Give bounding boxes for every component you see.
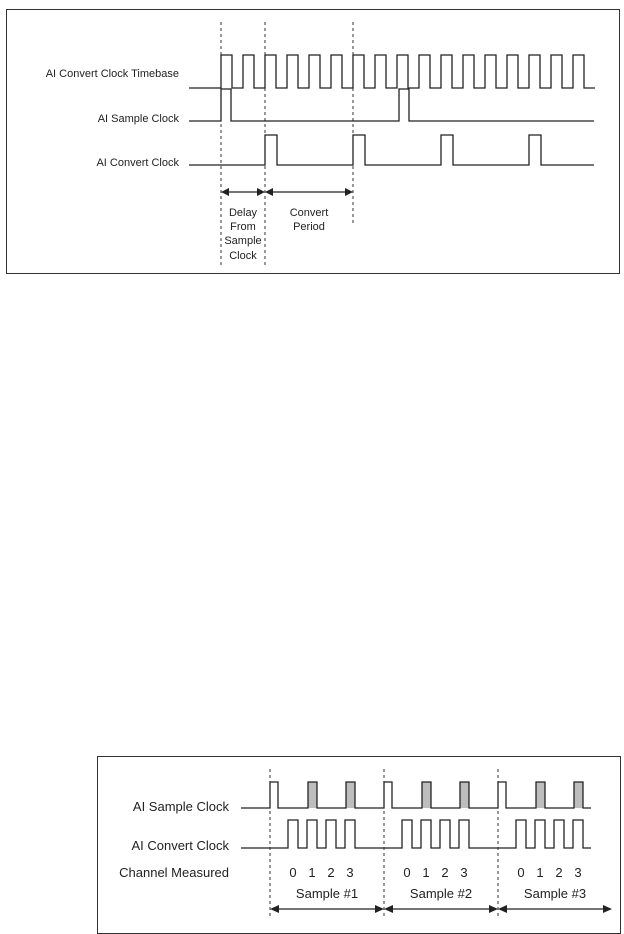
shaded-pulse-2-1 bbox=[422, 782, 431, 808]
sample-label-3: Sample #3 bbox=[523, 886, 587, 901]
channel-number-s1-0: 0 bbox=[289, 865, 297, 880]
timing-diagram-2-canvas bbox=[98, 757, 620, 933]
shaded-pulse-1-2 bbox=[346, 782, 355, 808]
sample-arrowhead-right-1 bbox=[375, 905, 384, 913]
channel-number-s3-2: 2 bbox=[555, 865, 563, 880]
sample-arrowhead-left-1 bbox=[270, 905, 279, 913]
annotation-delay-line-1: Delay bbox=[228, 207, 258, 219]
timing-diagram-channel-scan bbox=[97, 756, 621, 934]
timing-diagram-1-canvas bbox=[7, 10, 619, 273]
label-convert-clock-2: AI Convert Clock bbox=[131, 838, 229, 853]
channel-number-s1-3: 3 bbox=[346, 865, 354, 880]
channel-number-s2-2: 2 bbox=[441, 865, 449, 880]
annotation-delay-line-4: Clock bbox=[229, 250, 257, 262]
arrowhead-delay-left bbox=[221, 188, 229, 196]
label-convert-clock: AI Convert Clock bbox=[96, 157, 179, 169]
channel-number-s1-2: 2 bbox=[327, 865, 335, 880]
sample-arrowhead-right-2 bbox=[489, 905, 498, 913]
annotation-delay-line-3: Sample bbox=[224, 235, 262, 247]
waveform-convert-clock-2 bbox=[241, 820, 591, 848]
annotation-period-line-2: Period bbox=[293, 221, 325, 233]
waveform-convert-clock bbox=[189, 135, 594, 165]
timing-diagram-convert-clock bbox=[6, 9, 620, 274]
shaded-pulse-2-2 bbox=[460, 782, 469, 808]
waveform-sample-clock bbox=[189, 89, 594, 121]
sample-arrowhead-left-3 bbox=[498, 905, 507, 913]
label-sample-clock: AI Sample Clock bbox=[97, 113, 179, 125]
sample-arrowhead-right-3 bbox=[603, 905, 612, 913]
channel-number-s2-0: 0 bbox=[403, 865, 411, 880]
channel-number-s3-1: 1 bbox=[536, 865, 544, 880]
sample-arrowhead-left-2 bbox=[384, 905, 393, 913]
channel-number-s2-1: 1 bbox=[422, 865, 430, 880]
channel-number-s1-1: 1 bbox=[308, 865, 316, 880]
label-sample-clock-2: AI Sample Clock bbox=[132, 799, 229, 814]
channel-number-s2-3: 3 bbox=[460, 865, 468, 880]
waveform-convert-clock-timebase bbox=[189, 55, 595, 88]
sample-label-1: Sample #1 bbox=[295, 886, 359, 901]
label-channel-measured: Channel Measured bbox=[119, 865, 229, 880]
arrowhead-period-right bbox=[345, 188, 353, 196]
shaded-pulse-1-1 bbox=[308, 782, 317, 808]
annotation-period-line-1: Convert bbox=[289, 207, 329, 219]
shaded-pulse-3-2 bbox=[574, 782, 583, 808]
arrowhead-delay-right bbox=[257, 188, 265, 196]
arrowhead-period-left bbox=[265, 188, 273, 196]
sample-label-2: Sample #2 bbox=[409, 886, 473, 901]
channel-number-s3-0: 0 bbox=[517, 865, 525, 880]
label-convert-clock-timebase: AI Convert Clock Timebase bbox=[45, 68, 179, 80]
channel-number-s3-3: 3 bbox=[574, 865, 582, 880]
shaded-pulse-3-1 bbox=[536, 782, 545, 808]
annotation-delay-line-2: From bbox=[230, 221, 256, 233]
